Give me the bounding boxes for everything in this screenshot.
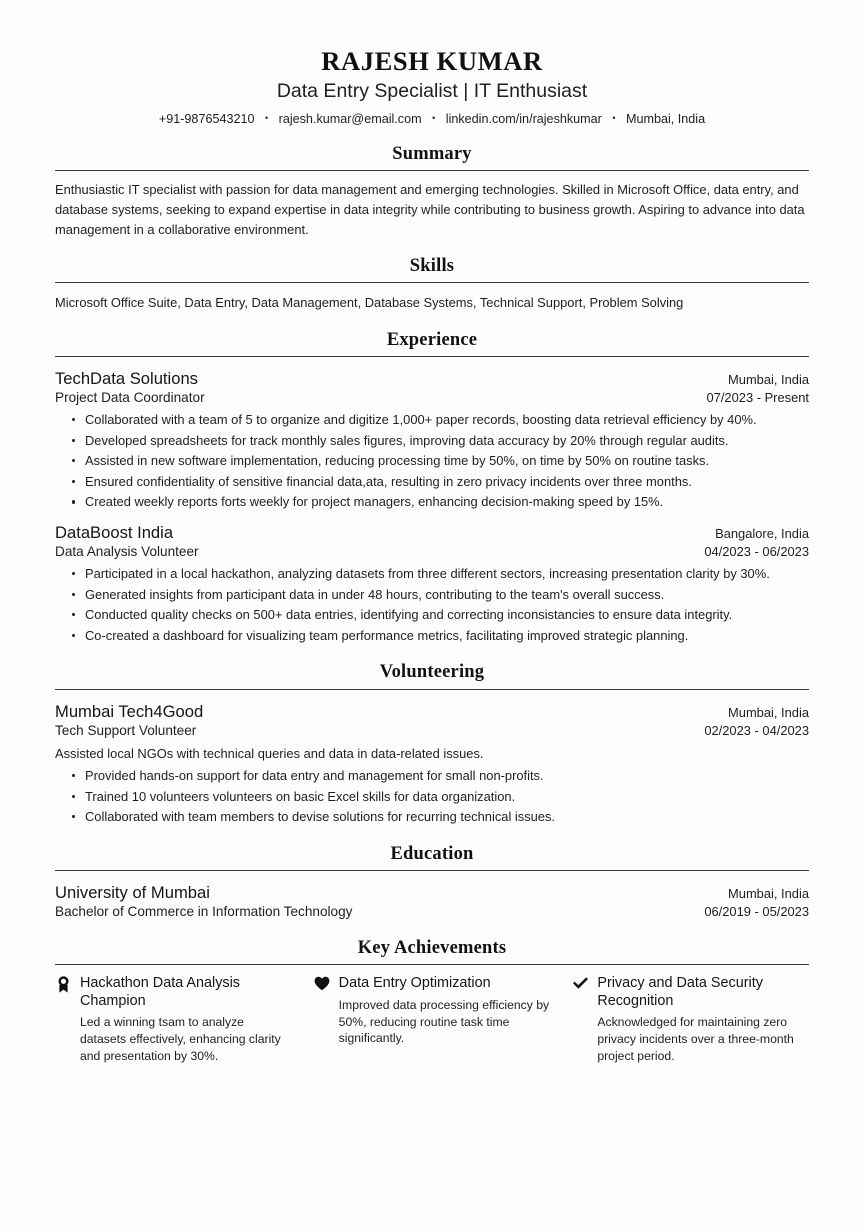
achievement-body bbox=[339, 975, 551, 1047]
achievement-item bbox=[572, 975, 809, 1065]
entry-subheader-row bbox=[55, 722, 809, 740]
contact-linkedin[interactable]: linkedin.com/in/rajeshkumar bbox=[445, 111, 602, 126]
job-title: Project Data Coordinator bbox=[55, 390, 205, 406]
section-title-skills: Skills bbox=[409, 256, 455, 277]
list-item: Developed spreadsheets for track monthly sales figures, improving data accuracy by 20% through regular audits. bbox=[72, 431, 809, 451]
organization-location: Mumbai, India bbox=[728, 704, 809, 720]
experience-entry bbox=[55, 522, 809, 645]
entry-header-row bbox=[55, 522, 809, 543]
section-skills bbox=[55, 255, 809, 313]
list-item: Assisted in new software implementation, reducing processing time by 50%, on time by 50% on routine tasks. bbox=[72, 451, 809, 471]
list-item: Conducted quality checks on 500+ data entries, identifying and correcting inconsistancies to ensure data integrity. bbox=[72, 605, 809, 625]
school-name: University of Mumbai bbox=[55, 883, 210, 903]
entry-subheader-row bbox=[55, 389, 809, 407]
section-divider bbox=[55, 689, 809, 690]
job-title: Data Analysis Volunteer bbox=[55, 544, 199, 560]
candidate-headline: Data Entry Specialist | IT Enthusiast bbox=[276, 80, 588, 103]
resume-header bbox=[55, 0, 809, 127]
heart-icon bbox=[314, 976, 331, 994]
job-bullet-list bbox=[55, 410, 809, 512]
volunteer-bullet-list bbox=[55, 766, 809, 827]
entry-header-row bbox=[55, 701, 809, 722]
medal-icon bbox=[55, 976, 72, 994]
list-item: Trained 10 volunteers volunteers on basic Excel skills for data organization. bbox=[72, 787, 809, 807]
list-item: Collaborated with a team of 5 to organize and digitize 1,000+ paper records, boosting data retrieval efficiency by 40%. bbox=[72, 410, 809, 430]
section-title-education: Education bbox=[390, 843, 474, 864]
job-dates: 04/2023 - 06/2023 bbox=[704, 544, 809, 560]
candidate-name: RAJESH KUMAR bbox=[321, 46, 543, 76]
employer-location: Bangalore, India bbox=[715, 526, 809, 542]
section-summary bbox=[55, 143, 809, 239]
list-item: Created weekly reports forts weekly for project managers, enhancing decision-making speed by 15%. bbox=[72, 492, 809, 512]
employer-name: DataBoost India bbox=[55, 523, 174, 543]
degree-name: Bachelor of Commerce in Information Technology bbox=[55, 904, 353, 920]
list-item: Generated insights from participant data in under 48 hours, contributing to the team's overall success. bbox=[72, 585, 809, 605]
job-bullet-list bbox=[55, 564, 809, 645]
section-divider bbox=[55, 170, 809, 171]
list-item: Ensured confidentiality of sensitive financial data,ata, resulting in zero privacy incidents over three months. bbox=[72, 472, 809, 492]
achievement-description: Acknowledged for maintaining zero privacy incidents over a three-month project period. bbox=[597, 1015, 794, 1063]
section-title-experience: Experience bbox=[386, 329, 478, 350]
volunteer-dates: 02/2023 - 04/2023 bbox=[704, 722, 809, 738]
section-volunteering bbox=[55, 661, 809, 826]
section-divider bbox=[55, 356, 809, 357]
section-divider bbox=[55, 870, 809, 871]
achievement-description: Improved data processing efficiency by 50%, reducing routine task time significantly. bbox=[338, 997, 550, 1046]
contact-email[interactable]: rajesh.kumar@email.com bbox=[278, 111, 422, 126]
section-experience bbox=[55, 329, 809, 646]
volunteer-description: Assisted local NGOs with technical queries and data in data-related issues. bbox=[55, 745, 484, 761]
experience-entry bbox=[55, 368, 809, 512]
summary-text: Enthusiastic IT specialist with passion for data management and emerging technologies. Skilled in Microsoft Office, data entry, and database systems, seeking to expand expertise in data integrity while contributing to business growth. Aspiring to advance into data management in a collaborative environment. bbox=[55, 182, 805, 237]
contact-phone: +91-9876543210 bbox=[158, 111, 255, 126]
achievement-body bbox=[80, 975, 292, 1065]
entry-header-row bbox=[55, 882, 809, 903]
employer-location: Mumbai, India bbox=[728, 371, 809, 387]
achievement-item bbox=[55, 975, 292, 1065]
section-divider bbox=[55, 964, 809, 965]
entry-subheader-row bbox=[55, 543, 809, 561]
education-dates: 06/2019 - 05/2023 bbox=[704, 904, 809, 920]
volunteering-entry bbox=[55, 701, 809, 827]
list-item: Co-created a dashboard for visualizing team performance metrics, facilitating improved strategic planning. bbox=[72, 626, 809, 646]
section-divider bbox=[55, 282, 809, 283]
volunteer-role: Tech Support Volunteer bbox=[55, 722, 197, 738]
school-location: Mumbai, India bbox=[728, 886, 809, 902]
contact-location: Mumbai, India bbox=[626, 111, 706, 126]
skills-list: Microsoft Office Suite, Data Entry, Data Management, Database Systems, Technical Support, Problem Solving bbox=[55, 295, 684, 311]
achievement-title: Hackathon Data Analysis Champion bbox=[80, 975, 240, 1009]
job-dates: 07/2023 - Present bbox=[706, 390, 809, 406]
contact-separator-icon: • bbox=[432, 112, 436, 123]
list-item: Collaborated with team members to devise solutions for recurring technical issues. bbox=[72, 807, 809, 827]
contact-line bbox=[55, 111, 809, 127]
check-icon bbox=[572, 976, 589, 994]
list-item: Provided hands-on support for data entry and management for small non-profits. bbox=[72, 766, 809, 786]
contact-separator-icon: • bbox=[612, 112, 616, 123]
achievement-item bbox=[314, 975, 551, 1065]
entry-subheader-row bbox=[55, 903, 809, 921]
section-education bbox=[55, 843, 809, 921]
employer-name: TechData Solutions bbox=[55, 368, 198, 388]
organization-name: Mumbai Tech4Good bbox=[55, 701, 204, 721]
education-entry bbox=[55, 882, 809, 921]
achievement-description: Led a winning tsam to analyze datasets effectively, enhancing clarity and presentation by 30%. bbox=[80, 1015, 281, 1063]
contact-separator-icon: • bbox=[264, 112, 269, 123]
list-item: Participated in a local hackathon, analyzing datasets from three different sectors, increasing presentation clarity by 30%. bbox=[72, 564, 809, 584]
section-title-key-achievements: Key Achievements bbox=[357, 938, 507, 959]
section-title-summary: Summary bbox=[392, 144, 472, 165]
achievement-body bbox=[597, 975, 809, 1065]
achievement-title: Data Entry Optimization bbox=[338, 975, 491, 992]
achievement-title: Privacy and Data Security Recognition bbox=[597, 975, 763, 1009]
section-title-volunteering: Volunteering bbox=[379, 662, 485, 683]
entry-header-row bbox=[55, 368, 809, 389]
achievements-grid bbox=[55, 975, 809, 1065]
section-key-achievements bbox=[55, 937, 809, 1065]
